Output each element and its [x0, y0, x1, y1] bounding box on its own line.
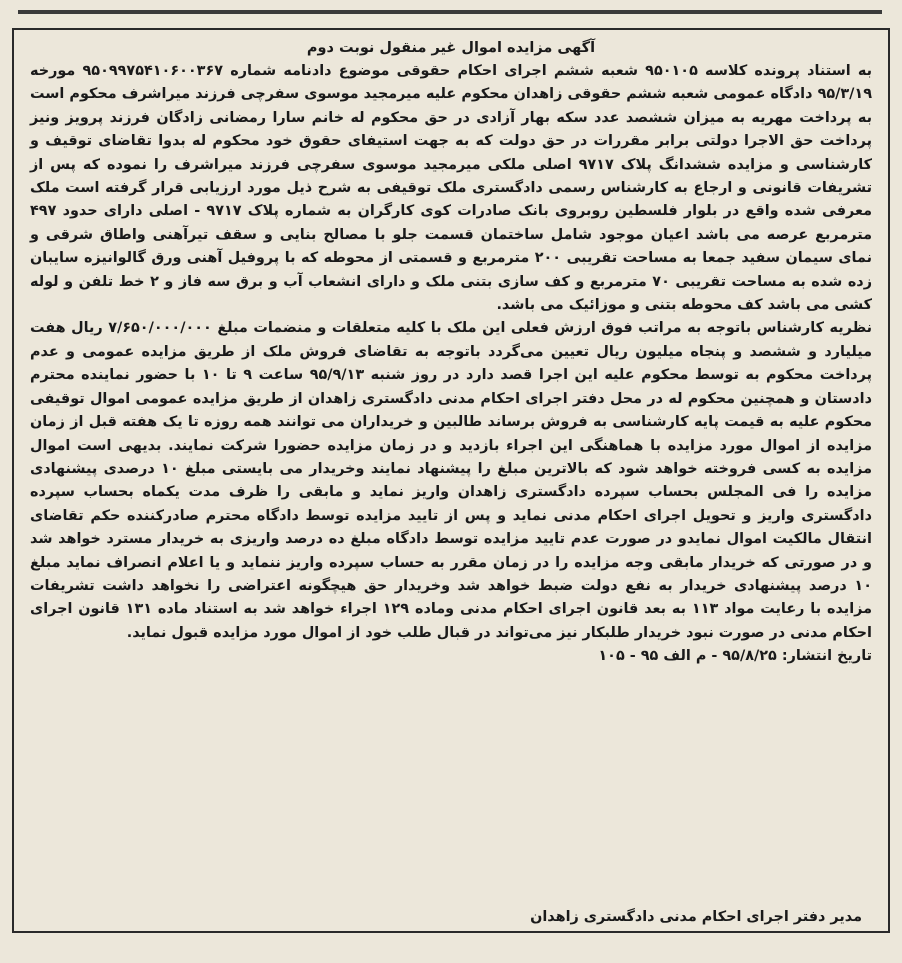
notice-paragraph-case: به استناد پرونده کلاسه ۹۵۰۱۰۵ شعبه ششم اجرای احکام حقوقی موضوع دادنامه شماره ۹۵۰۹۹۷۵۴۱۰۶۰۰۳۶۷ مورخه ۹۵/۳/۱۹ دادگاه عمومی شعبه ششم حقوقی زاهدان محکوم علیه میرمجید موسوی سفرچی فرزند میراشرف محکوم است به پرداخت مهریه به میزان ششصد عدد سکه بهار آزادی در حق محکوم له خانم سارا رمضانی زادگان فرزند پرویز ونیز پرداخت حق الاجرا دولتی برابر مقررات در حق دولت که به جهت استیفای حقوق خود محکوم له بدوا تقاضای توقیف و کارشناسی و مزایده ششدانگ پلاک ۹۷۱۷ اصلی ملکی میرمجید موسوی سفرچی فرزند میراشرف را نموده که پس از تشریفات قانونی و ارجاع به کارشناس رسمی دادگستری ملک توقیفی به شرح ذیل مورد ارزیابی قرار گرفته است ملک معرفی شده واقع در بلوار فلسطین روبروی بانک صادرات کوی کارگران به شماره پلاک ۹۷۱۷ - اصلی دارای حدود ۴۹۷ مترمربع عرصه می باشد اعیان موجود شامل ساختمان قسمت جلو با مصالح بنایی و سقف تیرآهنی واطاق شرقی و نمای سیمان سفید جمعا به مساحت تقریبی ۲۰۰ مترمربع و قسمتی از محوطه که با پروفیل آهنی ورق گالوانیزه سایبان زده شده به مساحت تقریبی ۷۰ مترمربع و کف سازی بتنی ملک و دارای انشعاب آب و برق سه فاز و ۲ خط تلفن و لوله کشی می باشد کف محوطه بتنی و موزائیک می باشد. — [30, 63, 873, 314]
notice-paragraph-auction: نظریه کارشناس باتوجه به مراتب فوق ارزش فعلی این ملک با کلیه متعلقات و منضمات مبلغ ۷/۶۵۰/۰۰۰/۰۰۰ ریال هفت میلیارد و ششصد و پنجاه میلیون ریال تعیین می‌گردد باتوجه به تقاضای فروش ملک از طریق مزایده عمومی و عدم پرداخت محکوم به توسط محکوم علیه این اجرا قصد دارد در روز شنبه ۹۵/۹/۱۳ ساعت ۹ تا ۱۰ با حضور نماینده محترم دادستان و همچنین محکوم له در محل دفتر اجرای احکام مدنی دادگستری زاهدان از طریق مزایده عمومی اموال توقیفی محکوم علیه به قیمت پایه کارشناسی به فروش برساند طالبین و خریداران می توانند همه روزه تا یک هفته قبل از زمان مزایده از اموال مورد مزایده با هماهنگی این اجراء بازدید و در زمان مزایده حضورا شرکت نمایند. بدیهی است اموال مزایده به کسی فروخته خواهد شود که بالاترین مبلغ را پیشنهاد نمایند وخریدار می بایستی مبلغ ۱۰ درصدی پیشنهادی مزایده را فی المجلس بحساب سپرده دادگستری زاهدان واریز نماید و مابقی را ظرف مدت یکماه بحساب سپرده دادگستری واریز و تحویل اجرای احکام مدنی نماید و پس از تایید مزایده توسط دادگاه محترم صادرکننده حکم تقاضای انتقال مالکیت اموال نمایدو در صورت عدم تایید مزایده توسط دادگاه مبلغ ده درصد واریزی به خریدار مسترد خواهد شد و در صورتی که خریدار مابقی وجه مزایده را در زمان مقرر به حساب سپرده واریز ننماید و یا اعلام انصراف نماید مبلغ ۱۰ درصد پیشنهادی خریدار به نفع دولت ضبط خواهد شد وخریدار حق هیچگونه اعتراضی را نخواهد داشت تشریفات مزایده با رعایت مواد ۱۱۳ به بعد قانون اجرای احکام مدنی وماده ۱۲۹ اجراء خواهد شد به استناد ماده ۱۳۱ قانون اجرای احکام مدنی در صورت نبود خریدار طلبکار نیز می‌تواند در قبال طلب خود از اموال مورد مزایده قبول نماید. — [30, 320, 873, 641]
publication-date: تاریخ انتشار: ۹۵/۸/۲۵ - م الف ۹۵ - ۱۰۵ — [598, 648, 872, 665]
notice-title: آگهی مزایده اموال غیر منقول نوبت دوم — [306, 40, 596, 56]
top-rule-divider — [18, 10, 882, 14]
signature-line: مدیر دفتر اجرای احکام مدنی دادگستری زاهدان — [530, 909, 862, 925]
notice-body — [30, 38, 872, 669]
